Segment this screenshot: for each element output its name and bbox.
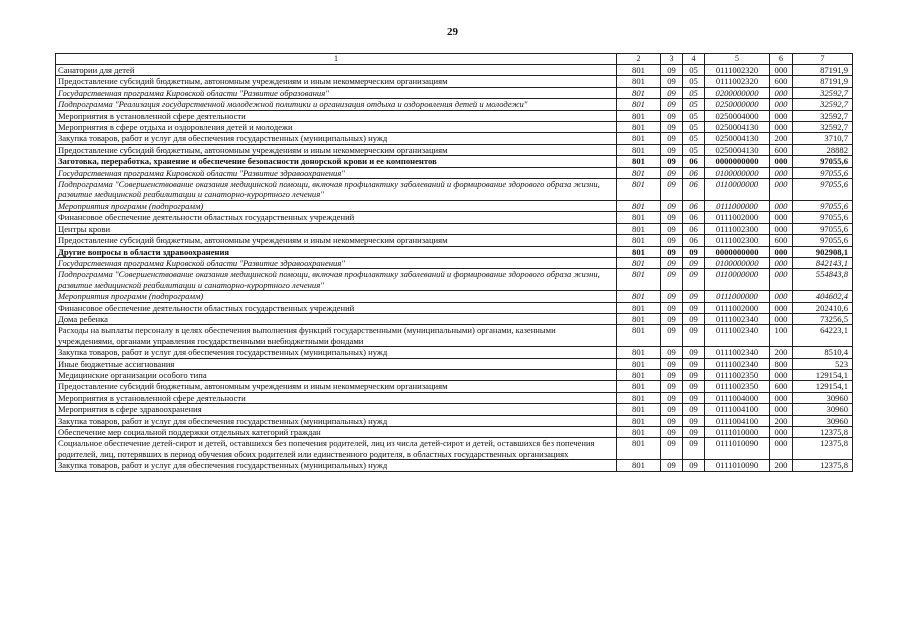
row-subsection-cell: 05 bbox=[683, 122, 705, 133]
row-subsection-cell: 09 bbox=[683, 369, 705, 380]
row-subsection-cell: 09 bbox=[683, 347, 705, 358]
row-section-cell: 09 bbox=[661, 76, 683, 87]
row-name-cell: Расходы на выплаты персоналу в целях обеспечения выполнения функций государственными (муниципальными) органами, казенными учреждениями, органами управления государственными внебюджетными фондами bbox=[56, 325, 617, 347]
row-name-cell: Подпрограмма "Совершенствование оказания медицинской помощи, включая профилактику заболеваний и формирование здорового образа жизни, развитие медицинской реабилитации и санаторно-курортного лечения" bbox=[56, 179, 617, 201]
row-section-cell: 09 bbox=[661, 460, 683, 471]
row-admin-code-cell: 801 bbox=[617, 313, 661, 324]
row-section-cell: 09 bbox=[661, 246, 683, 257]
row-section-cell: 09 bbox=[661, 291, 683, 302]
row-subsection-cell: 05 bbox=[683, 144, 705, 155]
row-subsection-cell: 09 bbox=[683, 438, 705, 460]
row-amount-cell: 97055,6 bbox=[793, 167, 853, 178]
row-amount-cell: 404602,4 bbox=[793, 291, 853, 302]
row-admin-code-cell: 801 bbox=[617, 369, 661, 380]
row-expense-type-cell: 000 bbox=[770, 156, 793, 167]
row-section-cell: 09 bbox=[661, 235, 683, 246]
row-admin-code-cell: 801 bbox=[617, 212, 661, 223]
header-cell: 2 bbox=[617, 54, 661, 65]
row-target-article-cell: 0111010000 bbox=[705, 427, 770, 438]
row-name-cell: Обеспечение мер социальной поддержки отдельных категорий граждан bbox=[56, 427, 617, 438]
row-amount-cell: 12375,8 bbox=[793, 427, 853, 438]
row-target-article-cell: 0111002320 bbox=[705, 76, 770, 87]
row-subsection-cell: 09 bbox=[683, 381, 705, 392]
row-admin-code-cell: 801 bbox=[617, 133, 661, 144]
row-expense-type-cell: 000 bbox=[770, 122, 793, 133]
row-expense-type-cell: 200 bbox=[770, 460, 793, 471]
row-admin-code-cell: 801 bbox=[617, 460, 661, 471]
row-subsection-cell: 09 bbox=[683, 404, 705, 415]
row-amount-cell: 12375,8 bbox=[793, 460, 853, 471]
row-amount-cell: 87191,9 bbox=[793, 65, 853, 76]
table-row bbox=[56, 415, 853, 426]
row-name-cell: Закупка товаров, работ и услуг для обеспечения государственных (муниципальных) нужд bbox=[56, 415, 617, 426]
row-section-cell: 09 bbox=[661, 302, 683, 313]
row-target-article-cell: 0111002300 bbox=[705, 223, 770, 234]
row-name-cell: Государственная программа Кировской области "Развитие здравоохранения" bbox=[56, 257, 617, 268]
row-section-cell: 09 bbox=[661, 65, 683, 76]
row-name-cell: Подпрограмма "Совершенствование оказания медицинской помощи, включая профилактику заболеваний и формирование здорового образа жизни, развитие медицинской реабилитации и санаторно-курортного лечения" bbox=[56, 269, 617, 291]
row-target-article-cell: 0111004000 bbox=[705, 392, 770, 403]
table-row bbox=[56, 369, 853, 380]
row-expense-type-cell: 200 bbox=[770, 347, 793, 358]
table-row bbox=[56, 212, 853, 223]
row-target-article-cell: 0111010090 bbox=[705, 438, 770, 460]
row-target-article-cell: 0111002340 bbox=[705, 347, 770, 358]
row-amount-cell: 97055,6 bbox=[793, 212, 853, 223]
row-target-article-cell: 0100000000 bbox=[705, 167, 770, 178]
row-target-article-cell: 0111002340 bbox=[705, 358, 770, 369]
table-header-row bbox=[56, 54, 853, 65]
row-target-article-cell: 0250004130 bbox=[705, 144, 770, 155]
row-expense-type-cell: 000 bbox=[770, 404, 793, 415]
row-target-article-cell: 0110000000 bbox=[705, 179, 770, 201]
row-admin-code-cell: 801 bbox=[617, 87, 661, 98]
row-section-cell: 09 bbox=[661, 99, 683, 110]
row-section-cell: 09 bbox=[661, 87, 683, 98]
table-row bbox=[56, 167, 853, 178]
row-subsection-cell: 09 bbox=[683, 427, 705, 438]
row-amount-cell: 32592,7 bbox=[793, 110, 853, 121]
row-subsection-cell: 06 bbox=[683, 179, 705, 201]
row-subsection-cell: 09 bbox=[683, 257, 705, 268]
row-expense-type-cell: 000 bbox=[770, 257, 793, 268]
row-amount-cell: 202410,6 bbox=[793, 302, 853, 313]
table-row bbox=[56, 302, 853, 313]
row-target-article-cell: 0000000000 bbox=[705, 246, 770, 257]
row-expense-type-cell: 000 bbox=[770, 392, 793, 403]
row-target-article-cell: 0200000000 bbox=[705, 87, 770, 98]
row-amount-cell: 97055,6 bbox=[793, 156, 853, 167]
row-admin-code-cell: 801 bbox=[617, 269, 661, 291]
row-name-cell: Предоставление субсидий бюджетным, автономным учреждениям и иным некоммерческим организациям bbox=[56, 235, 617, 246]
row-subsection-cell: 05 bbox=[683, 99, 705, 110]
row-subsection-cell: 05 bbox=[683, 65, 705, 76]
row-amount-cell: 97055,6 bbox=[793, 179, 853, 201]
row-name-cell: Предоставление субсидий бюджетным, автономным учреждениям и иным некоммерческим организациям bbox=[56, 144, 617, 155]
row-subsection-cell: 09 bbox=[683, 358, 705, 369]
row-name-cell: Заготовка, переработка, хранение и обеспечение безопасности донорской крови и ее компонентов bbox=[56, 156, 617, 167]
row-admin-code-cell: 801 bbox=[617, 65, 661, 76]
row-section-cell: 09 bbox=[661, 122, 683, 133]
row-target-article-cell: 0250000000 bbox=[705, 99, 770, 110]
row-subsection-cell: 09 bbox=[683, 325, 705, 347]
row-amount-cell: 64223,1 bbox=[793, 325, 853, 347]
row-section-cell: 09 bbox=[661, 347, 683, 358]
table-row bbox=[56, 122, 853, 133]
row-section-cell: 09 bbox=[661, 313, 683, 324]
row-name-cell: Другие вопросы в области здравоохранения bbox=[56, 246, 617, 257]
row-expense-type-cell: 000 bbox=[770, 65, 793, 76]
table-row bbox=[56, 76, 853, 87]
row-target-article-cell: 0111002340 bbox=[705, 313, 770, 324]
row-target-article-cell: 0250004000 bbox=[705, 110, 770, 121]
table-row bbox=[56, 392, 853, 403]
row-subsection-cell: 06 bbox=[683, 212, 705, 223]
row-target-article-cell: 0111000000 bbox=[705, 200, 770, 211]
row-expense-type-cell: 000 bbox=[770, 291, 793, 302]
row-section-cell: 09 bbox=[661, 415, 683, 426]
row-subsection-cell: 06 bbox=[683, 167, 705, 178]
row-expense-type-cell: 200 bbox=[770, 133, 793, 144]
row-amount-cell: 129154,1 bbox=[793, 369, 853, 380]
row-expense-type-cell: 000 bbox=[770, 167, 793, 178]
header-cell: 3 bbox=[661, 54, 683, 65]
row-admin-code-cell: 801 bbox=[617, 392, 661, 403]
table-row bbox=[56, 179, 853, 201]
row-subsection-cell: 05 bbox=[683, 133, 705, 144]
row-amount-cell: 32592,7 bbox=[793, 99, 853, 110]
row-name-cell: Медицинские организации особого типа bbox=[56, 369, 617, 380]
row-target-article-cell: 0111002000 bbox=[705, 302, 770, 313]
row-section-cell: 09 bbox=[661, 358, 683, 369]
row-amount-cell: 97055,6 bbox=[793, 235, 853, 246]
row-admin-code-cell: 801 bbox=[617, 246, 661, 257]
table-row bbox=[56, 358, 853, 369]
row-admin-code-cell: 801 bbox=[617, 358, 661, 369]
header-cell: 4 bbox=[683, 54, 705, 65]
row-section-cell: 09 bbox=[661, 212, 683, 223]
row-amount-cell: 902908,1 bbox=[793, 246, 853, 257]
row-name-cell: Иные бюджетные ассигнования bbox=[56, 358, 617, 369]
row-section-cell: 09 bbox=[661, 369, 683, 380]
row-section-cell: 09 bbox=[661, 223, 683, 234]
table-row bbox=[56, 460, 853, 471]
row-amount-cell: 523 bbox=[793, 358, 853, 369]
row-target-article-cell: 0111002350 bbox=[705, 369, 770, 380]
row-admin-code-cell: 801 bbox=[617, 257, 661, 268]
row-expense-type-cell: 000 bbox=[770, 212, 793, 223]
row-section-cell: 09 bbox=[661, 392, 683, 403]
row-subsection-cell: 09 bbox=[683, 313, 705, 324]
row-name-cell: Санатории для детей bbox=[56, 65, 617, 76]
table-row bbox=[56, 246, 853, 257]
page-number: 29 bbox=[447, 26, 458, 38]
row-expense-type-cell: 000 bbox=[770, 110, 793, 121]
row-section-cell: 09 bbox=[661, 427, 683, 438]
header-cell: 1 bbox=[56, 54, 617, 65]
row-section-cell: 09 bbox=[661, 325, 683, 347]
row-expense-type-cell: 100 bbox=[770, 325, 793, 347]
row-section-cell: 09 bbox=[661, 257, 683, 268]
row-admin-code-cell: 801 bbox=[617, 235, 661, 246]
row-target-article-cell: 0111010090 bbox=[705, 460, 770, 471]
table-row bbox=[56, 223, 853, 234]
row-section-cell: 09 bbox=[661, 179, 683, 201]
header-cell: 6 bbox=[770, 54, 793, 65]
row-expense-type-cell: 000 bbox=[770, 200, 793, 211]
row-subsection-cell: 09 bbox=[683, 302, 705, 313]
row-expense-type-cell: 000 bbox=[770, 369, 793, 380]
row-expense-type-cell: 000 bbox=[770, 99, 793, 110]
row-section-cell: 09 bbox=[661, 156, 683, 167]
row-expense-type-cell: 600 bbox=[770, 381, 793, 392]
row-name-cell: Мероприятия в сфере здравоохранения bbox=[56, 404, 617, 415]
table-row bbox=[56, 404, 853, 415]
header-cell: 7 bbox=[793, 54, 853, 65]
header-cell: 5 bbox=[705, 54, 770, 65]
row-subsection-cell: 09 bbox=[683, 415, 705, 426]
row-subsection-cell: 09 bbox=[683, 246, 705, 257]
row-admin-code-cell: 801 bbox=[617, 347, 661, 358]
row-expense-type-cell: 000 bbox=[770, 313, 793, 324]
row-target-article-cell: 0110000000 bbox=[705, 269, 770, 291]
row-name-cell: Закупка товаров, работ и услуг для обеспечения государственных (муниципальных) нужд bbox=[56, 460, 617, 471]
row-amount-cell: 97055,6 bbox=[793, 200, 853, 211]
row-amount-cell: 30960 bbox=[793, 404, 853, 415]
row-admin-code-cell: 801 bbox=[617, 110, 661, 121]
table-row bbox=[56, 65, 853, 76]
row-name-cell: Финансовое обеспечение деятельности областных государственных учреждений bbox=[56, 212, 617, 223]
row-name-cell: Государственная программа Кировской области "Развитие здравоохранения" bbox=[56, 167, 617, 178]
table-row bbox=[56, 427, 853, 438]
row-target-article-cell: 0100000000 bbox=[705, 257, 770, 268]
row-subsection-cell: 09 bbox=[683, 460, 705, 471]
table-row bbox=[56, 438, 853, 460]
table-row bbox=[56, 99, 853, 110]
row-name-cell: Мероприятия программ (подпрограмм) bbox=[56, 291, 617, 302]
row-name-cell: Дома ребенка bbox=[56, 313, 617, 324]
row-admin-code-cell: 801 bbox=[617, 144, 661, 155]
row-expense-type-cell: 600 bbox=[770, 235, 793, 246]
row-target-article-cell: 0111000000 bbox=[705, 291, 770, 302]
row-name-cell: Центры крови bbox=[56, 223, 617, 234]
row-section-cell: 09 bbox=[661, 200, 683, 211]
row-admin-code-cell: 801 bbox=[617, 438, 661, 460]
row-expense-type-cell: 000 bbox=[770, 246, 793, 257]
row-amount-cell: 73256,5 bbox=[793, 313, 853, 324]
row-amount-cell: 842143,1 bbox=[793, 257, 853, 268]
row-name-cell: Мероприятия в установленной сфере деятельности bbox=[56, 110, 617, 121]
row-target-article-cell: 0111002300 bbox=[705, 235, 770, 246]
row-name-cell: Мероприятия в сфере отдыха и оздоровления детей и молодежи bbox=[56, 122, 617, 133]
row-amount-cell: 129154,1 bbox=[793, 381, 853, 392]
table-row bbox=[56, 257, 853, 268]
row-amount-cell: 3710,7 bbox=[793, 133, 853, 144]
row-subsection-cell: 05 bbox=[683, 87, 705, 98]
table-row bbox=[56, 381, 853, 392]
row-subsection-cell: 09 bbox=[683, 269, 705, 291]
row-section-cell: 09 bbox=[661, 404, 683, 415]
row-target-article-cell: 0111002000 bbox=[705, 212, 770, 223]
row-name-cell: Предоставление субсидий бюджетным, автономным учреждениям и иным некоммерческим организациям bbox=[56, 76, 617, 87]
row-expense-type-cell: 000 bbox=[770, 302, 793, 313]
row-target-article-cell: 0111002340 bbox=[705, 325, 770, 347]
row-section-cell: 09 bbox=[661, 269, 683, 291]
row-expense-type-cell: 000 bbox=[770, 269, 793, 291]
table-row bbox=[56, 156, 853, 167]
table-row bbox=[56, 313, 853, 324]
table-row bbox=[56, 200, 853, 211]
row-name-cell: Подпрограмма "Реализация государственной молодежной политики и организация отдыха и оздоровления детей и молодежи" bbox=[56, 99, 617, 110]
row-subsection-cell: 06 bbox=[683, 235, 705, 246]
row-name-cell: Предоставление субсидий бюджетным, автономным учреждениям и иным некоммерческим организациям bbox=[56, 381, 617, 392]
table-row bbox=[56, 291, 853, 302]
row-admin-code-cell: 801 bbox=[617, 302, 661, 313]
row-expense-type-cell: 000 bbox=[770, 438, 793, 460]
row-target-article-cell: 0111002350 bbox=[705, 381, 770, 392]
table-row bbox=[56, 269, 853, 291]
row-expense-type-cell: 800 bbox=[770, 358, 793, 369]
row-amount-cell: 12375,8 bbox=[793, 438, 853, 460]
row-target-article-cell: 0250004130 bbox=[705, 133, 770, 144]
row-expense-type-cell: 000 bbox=[770, 179, 793, 201]
row-admin-code-cell: 801 bbox=[617, 427, 661, 438]
table-row bbox=[56, 347, 853, 358]
row-admin-code-cell: 801 bbox=[617, 179, 661, 201]
row-section-cell: 09 bbox=[661, 167, 683, 178]
row-amount-cell: 32592,7 bbox=[793, 87, 853, 98]
row-expense-type-cell: 200 bbox=[770, 415, 793, 426]
row-amount-cell: 97055,6 bbox=[793, 223, 853, 234]
row-name-cell: Социальное обеспечение детей-сирот и детей, оставшихся без попечения родителей, лиц из числа детей-сирот и детей, оставшихся без попечения родителей, лиц, потерявших в период обучения обоих родителей или единственного родителя, в областных государственных организациях bbox=[56, 438, 617, 460]
row-amount-cell: 30960 bbox=[793, 392, 853, 403]
row-target-article-cell: 0250004130 bbox=[705, 122, 770, 133]
table-row bbox=[56, 144, 853, 155]
row-amount-cell: 554843,8 bbox=[793, 269, 853, 291]
row-expense-type-cell: 000 bbox=[770, 427, 793, 438]
row-expense-type-cell: 000 bbox=[770, 223, 793, 234]
row-admin-code-cell: 801 bbox=[617, 156, 661, 167]
row-subsection-cell: 06 bbox=[683, 223, 705, 234]
row-name-cell: Закупка товаров, работ и услуг для обеспечения государственных (муниципальных) нужд bbox=[56, 347, 617, 358]
row-admin-code-cell: 801 bbox=[617, 325, 661, 347]
row-section-cell: 09 bbox=[661, 133, 683, 144]
row-section-cell: 09 bbox=[661, 438, 683, 460]
row-expense-type-cell: 600 bbox=[770, 144, 793, 155]
row-target-article-cell: 0000000000 bbox=[705, 156, 770, 167]
row-section-cell: 09 bbox=[661, 110, 683, 121]
row-name-cell: Мероприятия в установленной сфере деятельности bbox=[56, 392, 617, 403]
row-admin-code-cell: 801 bbox=[617, 122, 661, 133]
row-admin-code-cell: 801 bbox=[617, 415, 661, 426]
row-amount-cell: 87191,9 bbox=[793, 76, 853, 87]
row-admin-code-cell: 801 bbox=[617, 200, 661, 211]
row-target-article-cell: 0111004100 bbox=[705, 415, 770, 426]
row-subsection-cell: 09 bbox=[683, 392, 705, 403]
row-amount-cell: 32592,7 bbox=[793, 122, 853, 133]
row-name-cell: Государственная программа Кировской области "Развитие образования" bbox=[56, 87, 617, 98]
row-amount-cell: 28882 bbox=[793, 144, 853, 155]
table-row bbox=[56, 133, 853, 144]
table-row bbox=[56, 110, 853, 121]
table-row bbox=[56, 87, 853, 98]
row-admin-code-cell: 801 bbox=[617, 381, 661, 392]
row-admin-code-cell: 801 bbox=[617, 167, 661, 178]
table-row bbox=[56, 235, 853, 246]
row-name-cell: Мероприятия программ (подпрограмм) bbox=[56, 200, 617, 211]
row-name-cell: Финансовое обеспечение деятельности областных государственных учреждений bbox=[56, 302, 617, 313]
row-subsection-cell: 05 bbox=[683, 110, 705, 121]
row-section-cell: 09 bbox=[661, 144, 683, 155]
row-admin-code-cell: 801 bbox=[617, 223, 661, 234]
budget-table bbox=[55, 53, 853, 472]
row-name-cell: Закупка товаров, работ и услуг для обеспечения государственных (муниципальных) нужд bbox=[56, 133, 617, 144]
row-admin-code-cell: 801 bbox=[617, 404, 661, 415]
row-subsection-cell: 09 bbox=[683, 291, 705, 302]
row-amount-cell: 30960 bbox=[793, 415, 853, 426]
row-admin-code-cell: 801 bbox=[617, 76, 661, 87]
row-expense-type-cell: 600 bbox=[770, 76, 793, 87]
row-admin-code-cell: 801 bbox=[617, 99, 661, 110]
row-amount-cell: 8510,4 bbox=[793, 347, 853, 358]
row-admin-code-cell: 801 bbox=[617, 291, 661, 302]
row-expense-type-cell: 000 bbox=[770, 87, 793, 98]
row-subsection-cell: 06 bbox=[683, 156, 705, 167]
row-target-article-cell: 0111004100 bbox=[705, 404, 770, 415]
row-subsection-cell: 06 bbox=[683, 200, 705, 211]
row-section-cell: 09 bbox=[661, 381, 683, 392]
table-row bbox=[56, 325, 853, 347]
row-target-article-cell: 0111002320 bbox=[705, 65, 770, 76]
row-subsection-cell: 05 bbox=[683, 76, 705, 87]
